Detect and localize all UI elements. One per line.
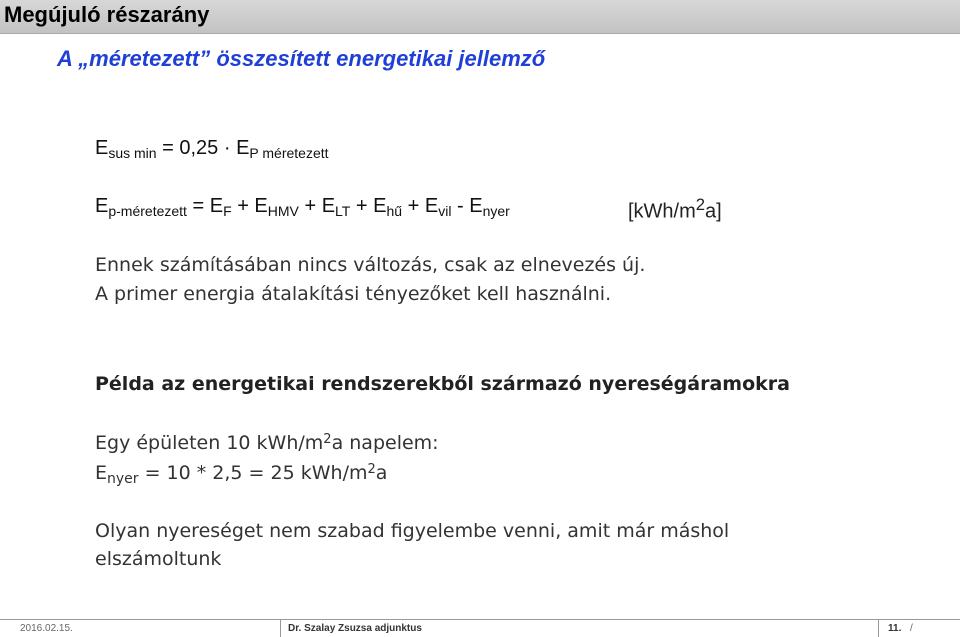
slide-title: Megújuló részarány <box>4 2 210 27</box>
line4-pre: Egy épületen 10 kWh/m <box>95 432 324 454</box>
body-text-line7: elszámoltunk <box>95 548 222 570</box>
footer-divider <box>878 620 879 637</box>
line5-sup: 2 <box>367 462 376 477</box>
formula2-term: = E <box>186 195 224 217</box>
footer-author: Dr. Szalay Zsuzsa adjunktus <box>288 623 422 634</box>
line5-mid: = 10 * 2,5 = 25 kWh/m <box>138 462 368 484</box>
line5-sub: nyer <box>107 471 139 487</box>
formula2-sub: HMV <box>267 203 299 219</box>
example-heading: Példa az energetikai rendszerekből származó nyereségáramokra <box>95 373 790 395</box>
formula2-unit <box>628 195 722 224</box>
unit-pre: [kWh/m <box>628 200 696 223</box>
line5-post: a <box>375 462 388 484</box>
formula2-sub: vil <box>438 203 452 219</box>
formula2-sub: LT <box>335 203 351 219</box>
formula1-rhs-sub: P méretezett <box>249 145 329 161</box>
formula-sus-min <box>95 137 329 161</box>
slide-subtitle: A „méretezett” összesített energetikai jellemző <box>57 46 546 71</box>
unit-post: a] <box>705 200 722 223</box>
formula2-sub: hű <box>386 203 403 219</box>
footer-divider <box>280 620 281 637</box>
example-line-enyer <box>95 462 387 487</box>
formula1-lhs-sub: sus min <box>108 145 157 161</box>
formula-p-meretezett <box>95 195 510 219</box>
line4-post: a napelem: <box>331 432 439 454</box>
formula2-term: - E <box>451 195 483 217</box>
formula1-lhs: E <box>95 137 109 159</box>
formula2-term: + E <box>298 195 336 217</box>
formula2-sub: nyer <box>482 203 510 219</box>
formula2-sub: F <box>223 203 232 219</box>
slide-footer <box>0 619 960 637</box>
formula2-term: + E <box>350 195 387 217</box>
footer-separator: / <box>910 623 913 634</box>
body-text-line2: A primer energia átalakítási tényezőket kell használni. <box>95 283 612 305</box>
formula2-term: + E <box>231 195 268 217</box>
formula2-term: + E <box>402 195 439 217</box>
footer-page-number: 11. <box>888 623 902 634</box>
body-text-line1: Ennek számításában nincs változás, csak az elnevezés új. <box>95 254 646 276</box>
line4-sup: 2 <box>323 432 332 447</box>
formula2-lhs-sub: p-méretezett <box>108 203 187 219</box>
formula2-lhs: E <box>95 195 109 217</box>
unit-sup: 2 <box>695 195 706 214</box>
line5-main: E <box>95 462 108 484</box>
example-line-napelem <box>95 432 439 454</box>
slide-title-bar <box>0 0 960 34</box>
body-text-line6: Olyan nyereséget nem szabad figyelembe venni, amit már máshol <box>95 520 730 542</box>
footer-date: 2016.02.15. <box>20 623 73 634</box>
formula1-middle: = 0,25 · E <box>156 137 250 159</box>
